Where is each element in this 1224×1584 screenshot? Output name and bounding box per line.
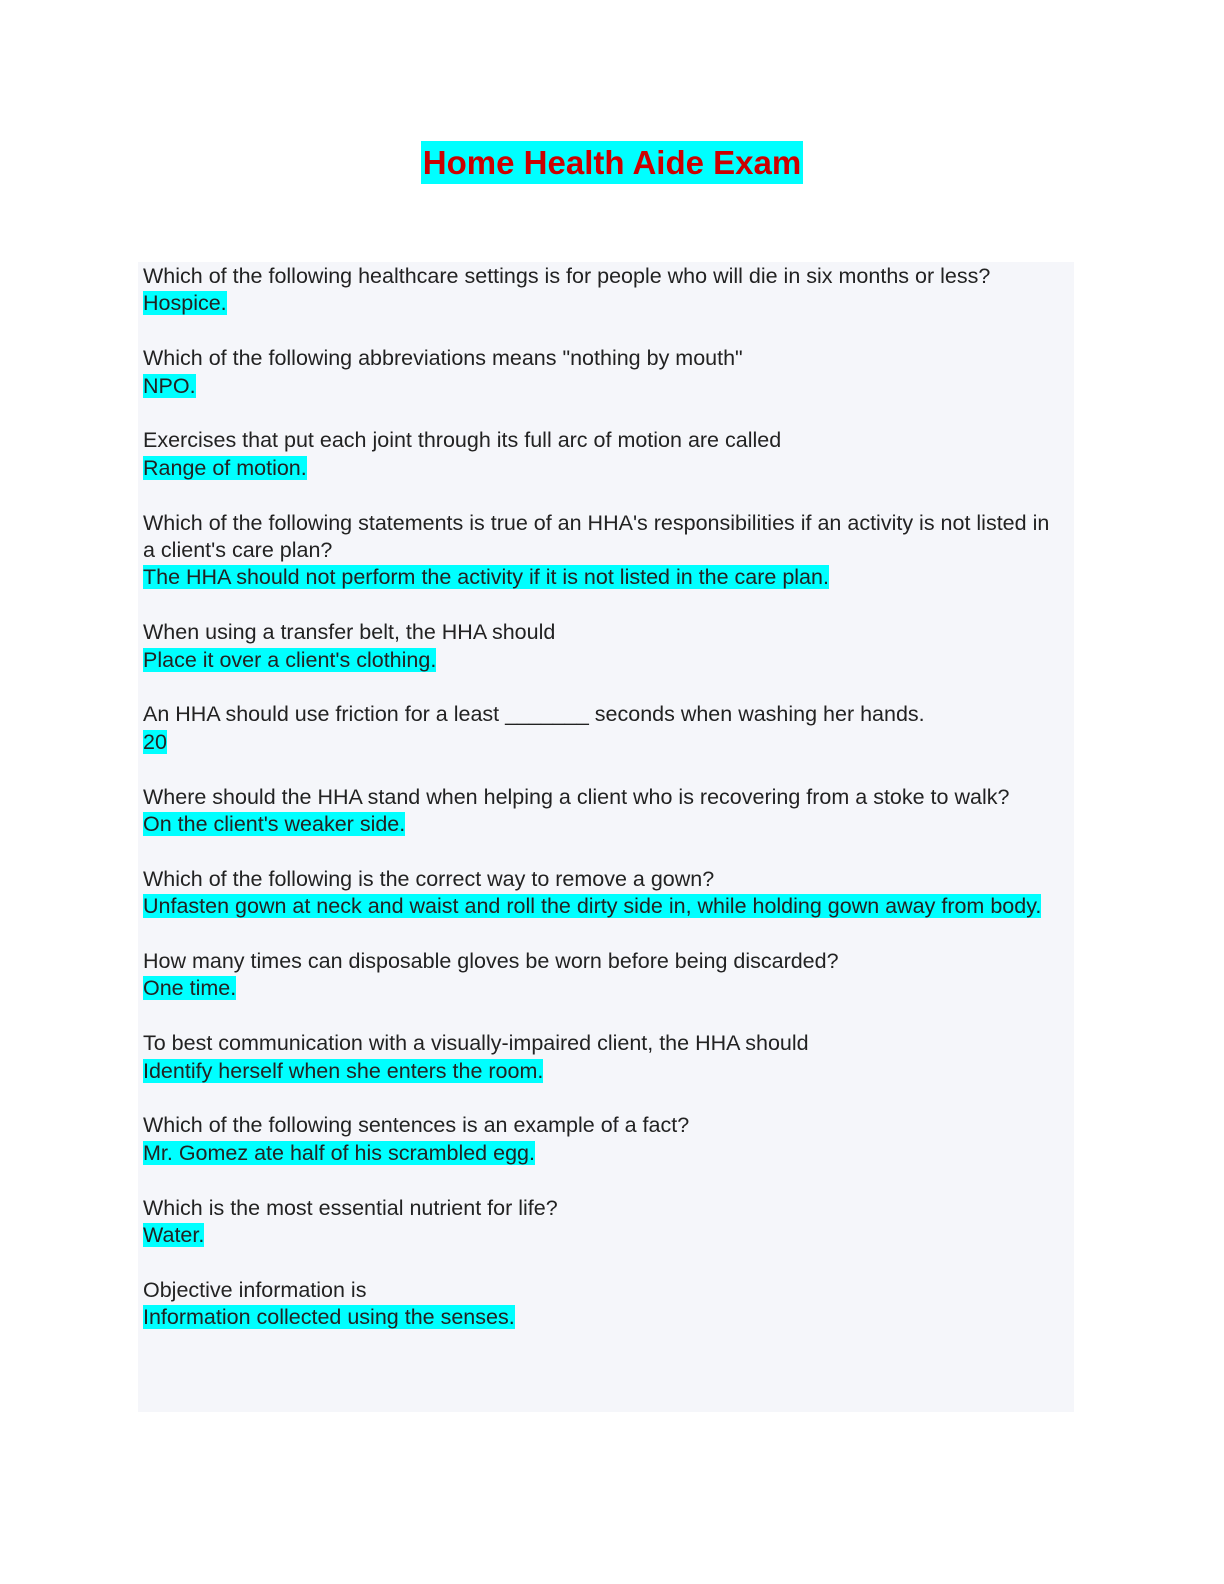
- qa-item: [143, 1277, 1063, 1332]
- qa-item: [143, 619, 1063, 674]
- qa-item: [143, 866, 1063, 921]
- question-text: Exercises that put each joint through its full arc of motion are called: [143, 428, 782, 453]
- answer-text: The HHA should not perform the activity if it is not listed in the care plan.: [143, 565, 829, 590]
- question-text: Which of the following abbreviations means "nothing by mouth": [143, 346, 743, 371]
- question-text: Objective information is: [143, 1277, 367, 1302]
- qa-item: [143, 784, 1063, 839]
- answer-text: 20: [143, 729, 167, 754]
- qa-item: [143, 1030, 1063, 1085]
- answer-text: Range of motion.: [143, 455, 307, 480]
- qa-item: [143, 701, 1063, 756]
- qa-item: [143, 948, 1063, 1003]
- question-text: An HHA should use friction for a least _______ seconds when washing her hands.: [143, 702, 925, 727]
- question-text: Where should the HHA stand when helping a client who is recovering from a stoke to walk?: [143, 784, 1010, 809]
- question-text: How many times can disposable gloves be worn before being discarded?: [143, 949, 839, 974]
- qa-list: [143, 263, 1063, 1359]
- answer-text: One time.: [143, 976, 237, 1001]
- question-text: To best communication with a visually-impaired client, the HHA should: [143, 1031, 809, 1056]
- answer-text: Hospice.: [143, 291, 227, 316]
- qa-item: [143, 263, 1063, 318]
- answer-text: Identify herself when she enters the room.: [143, 1058, 544, 1083]
- question-text: Which is the most essential nutrient for life?: [143, 1195, 558, 1220]
- answer-text: Place it over a client's clothing.: [143, 647, 437, 672]
- question-text: When using a transfer belt, the HHA should: [143, 620, 556, 645]
- qa-item: [143, 427, 1063, 482]
- answer-text: On the client's weaker side.: [143, 812, 406, 837]
- qa-item: [143, 1195, 1063, 1250]
- qa-item: [143, 345, 1063, 400]
- qa-item: [143, 510, 1063, 592]
- answer-text: NPO.: [143, 373, 196, 398]
- answer-text: Water.: [143, 1223, 205, 1248]
- page-title: Home Health Aide Exam: [421, 141, 803, 184]
- question-text: Which of the following is the correct way to remove a gown?: [143, 866, 715, 891]
- answer-text: Information collected using the senses.: [143, 1305, 515, 1330]
- page-title-container: [0, 141, 1224, 184]
- qa-item: [143, 1112, 1063, 1167]
- answer-text: Mr. Gomez ate half of his scrambled egg.: [143, 1140, 535, 1165]
- question-text: Which of the following healthcare settings is for people who will die in six months or less?: [143, 264, 991, 288]
- answer-text: Unfasten gown at neck and waist and roll the dirty side in, while holding gown away from body.: [143, 894, 1042, 919]
- question-text: Which of the following statements is true of an HHA's responsibilities if an activity is not listed in a client's care plan?: [143, 510, 1050, 563]
- question-text: Which of the following sentences is an example of a fact?: [143, 1113, 690, 1138]
